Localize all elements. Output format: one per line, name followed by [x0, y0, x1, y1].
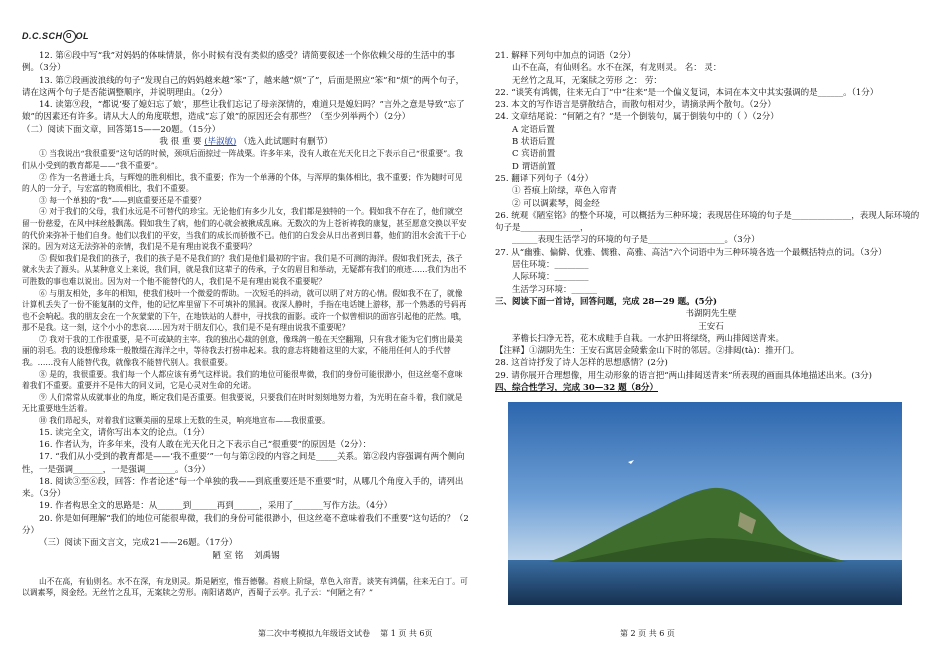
- article-paragraph: ⑨ 人们常常从成就事业的角度，断定我们是否重要。但我要说，只要我们在时时刻刻地努力着，为光明在奋斗着，我们就是无比重要地生活着。: [22, 392, 463, 414]
- question-29: 29. 请你展开合理想像，用生动形象的语言把“两山排闼送青来”所表现的画面具体地描述出来。(3分): [495, 370, 872, 381]
- article-title: 我 很 重 要 (毕淑敏) （选入此试题时有删节）: [159, 137, 333, 148]
- translate-item: ① 苔痕上阶绿，草色入帘青: [512, 186, 617, 197]
- question-19: 19. 作者构思全文的思路是：从______到______再到______，采用了_______写作方法。（4分）: [39, 501, 393, 512]
- poem-note: 【注释】①湖阴先生：王安石寓居金陵紫金山下时的邻居。②排闼(tà)：推开门。: [495, 346, 800, 357]
- question-21-b: 无丝竹之乱耳，无案牍之劳形 之： 劳：: [512, 75, 662, 86]
- question-21: 21. 解释下列句中加点的词语（2分）: [495, 51, 636, 61]
- section-3-heading: （三）阅读下面文言文，完成21——26题。（17分）: [39, 538, 238, 549]
- question-18: 18. 阅读③至⑥段，回答：作者论述“每一个单独的我——到底重要还是不重要”时，从哪几个角度入手的，请列出来。（3分）: [22, 476, 464, 500]
- question-13: 13. 第⑦段画波浪线的句子“发现自己的妈妈越来越“笨”了，越来越“烦”了”，后面是照应“笨”和“烦”的两个句子，请在这两个句子是否能调整顺序，并说明理由。（2分）: [22, 75, 465, 98]
- island-image: [508, 402, 902, 605]
- classical-title: 陋 室 铭 刘禹锡: [212, 550, 280, 561]
- poem-author: 王安石: [698, 321, 724, 332]
- question-26: 26. 统观《陋室铭》的整个环境，可以概括为三种环境；表现居住环境的句子是______________，表现人际环境的句子是______________，: [495, 210, 920, 234]
- env-item: 居住环境：________: [512, 260, 589, 271]
- env-item: 人际环境：________: [512, 272, 589, 283]
- section-2-heading: （二）阅读下面文章，回答第15——20题。（15分）: [22, 124, 221, 135]
- left-column: [22, 50, 470, 599]
- classical-text: 山不在高，有仙则名。水不在深，有龙则灵。斯是陋室，惟吾德馨。苔痕上阶绿，草色入帘青。谈笑有鸿儒，往来无白丁。可以调素琴，阅金经。无丝竹之乱耳，无案牍之劳形。南阳诸葛庐，西蜀子云亭。孔子云：“何陋之有？”: [22, 576, 468, 598]
- question-14: 14. 读第⑨段，“都说‘娶了媳妇忘了娘’，那些让我们忘记了母亲深情的，难道只是媳妇吗？”言外之意是导致“忘了娘”的因素还有许多。请从大人的角度联想，造成“忘了娘”的原因还会有那些？（至少列举两个）（2分）: [22, 100, 465, 123]
- footer-right: 第 2 页 共 6 页: [620, 629, 675, 638]
- article-paragraph: ⑩ 我们昂起头，对着我们这颗美丽的星球上无数的生灵，响亮地宣布——我很重要。: [39, 416, 330, 426]
- question-22: 22. “谈笑有鸿儒，往来无白丁”中“往来”是一个偏义复词，本词在本文中其实强调的是______。（1分）: [495, 87, 879, 98]
- question-16: 16. 作者认为，许多年来，没有人敢在光天化日之下表示自己“很重要”的原因是（2分）：: [39, 439, 372, 450]
- footer-left: 第二次中考模拟九年级语文试卷 第 1 页 共 6页: [258, 629, 433, 638]
- question-20: 20. 你是如何理解“我们的地位可能很卑微，我们的身份可能很渺小，但这丝毫不意味着我们不重要”这句话的？（2分）: [22, 513, 469, 536]
- option: B 状语后置: [512, 137, 555, 148]
- island-photo: [508, 402, 902, 605]
- question-23: 23. 本文的写作语言是骈散结合，而散句相对少，请摘录两个散句。（2分）: [495, 100, 776, 111]
- section-3-heading-right: 三、阅读下面一首诗，回答问题，完成 28—29 题。(5分): [495, 296, 718, 307]
- question-24: 24. 文章结尾说：“何陋之有？”是一个倒装句，属于倒装句中的（ ）（2分）: [495, 112, 779, 123]
- question-27: 27. 从“幽雅、偏僻、优雅、儒雅、高雅、高洁”六个词语中为三种环境各选一个最概括特点的词。（3分）: [495, 247, 887, 258]
- question-26-b: ______表现生活学习的环境的句子是__________________。（3分）: [512, 235, 760, 246]
- logo: D.C.SCH O OL: [22, 30, 89, 43]
- question-17: 17. “我们从小受到的教育都是——‘我不重要’”一句与第②段的内容之间是_____关系。第②段内容强调有两个侧向性，一是强调_______，一是强调_______。（3分）: [22, 452, 465, 475]
- env-item: 生活学习环境：______: [512, 284, 598, 295]
- article-paragraph: ① 当我说出“我很重要”这句话的时候，颈项后面掠过一阵战栗。许多年来，没有人敢在光天化日之下表示自己“很重要”。我们从小受到的教育都是——“我不重要”。: [22, 149, 463, 170]
- article-paragraph: ⑤ 假如我们是我们的孩子，我们的孩子是不是我们的？我们是他们最初的宇宙。我们是不可测的海洋。假如我们死去，孩子就永失去了源头。从某种意义上来说，我们同，就是我们这辈子的传承，子女的眉目和举动，无疑都有我们的痕迹……我们为出不可胜数的事也难以说出。因为对一个他不能替代的人，我们是不是有理由说我不重要呢？: [22, 253, 467, 286]
- question-12: 12. 第⑥段中写“我”对妈妈的体味情景，你小时候有没有类似的感受？请简要叙述一个你依赖父母的生活中的事例。（3分）: [22, 51, 455, 74]
- question-21-a: 山不在高，有仙则名。水不在深，有龙则灵。 名： 灵：: [512, 63, 722, 74]
- question-15: 15. 读完全文，请你写出本文的论点。（1分）: [39, 427, 210, 438]
- translate-item: ② 可以调素琴，阅金经: [512, 198, 600, 209]
- poem-line: 茅檐长扫净无苔，花木成畦手自栽。一水护田将绿绕，两山排闼送青来。: [512, 333, 785, 344]
- article-paragraph: ④ 对于我们的父母，我们永远是不可替代的珍宝。无论他们有多少儿女，我们都是独特的一个。假如我不存在了，他们就空留一份慈爱，在风中抹丝般飘荡。假如我生了病，他们的心就会被揪成乱麻。无数次的为上苍祈祷我的康复，甚至愿意交换以平安的代价来弥补于他们自身。他们以我们的平安，当我们的成长而骄傲不已。他们的白发会从日出者到日暮，他们的泪水会流干于心深的。因为对这无法弥补的亲情，我们是不是有理由说我不重要吗？: [22, 207, 467, 252]
- article-paragraph: ② 作为一名普通士兵，与辉煌的胜利相比，我不重要；作为一个单薄的个体，与浑厚的集体相比，我不重要；作为随时可见的人的一分子，与宏富的物质相比，我们不重要。: [22, 172, 463, 194]
- author-link[interactable]: (毕淑敏): [204, 137, 237, 148]
- option: D 谓语前置: [512, 161, 556, 172]
- article-paragraph: ⑥ 与朋友相处，多年的相知，使我们枝叶一个微爱的帮助。一次短毛的抖动，就可以明了对方的心情。假如我不在了，就像计算机丢失了一份不能复制的文件，他的记忆库里留下不可填补的黑洞。夜深人静时，手指在电话键上游移，那一个熟悉的号码再也不会响起。我的朋友会在一个灰蒙蒙的下午，在地铁站的人群中，寻找我的面影。或许一个似曾相识的面容引起他的茫然。哦，那不是我。这一刻，这个小小的悲哀……因为对于朋友们心，我们是不是有理由说我不重要呢？: [22, 288, 467, 333]
- article-paragraph: ⑦ 我对于我的工作很重要，是不可或缺的主宰。我的独出心裁的创意，像珠鸽一般在天空翻翔，只有我才能为它们剪出最美丽的羽毛。我的设想像珍珠一般散缀在海洋之中，等待我去打捞串起来。我的意志将随着这里的大家，不能用任何人的手代替我。……没有人能替代我，就像我不能替代别人。我很重要。: [22, 334, 463, 368]
- right-column: [495, 50, 927, 394]
- question-28: 28. 这首诗抒发了诗人怎样的思想感情？(2分): [495, 358, 668, 369]
- article-body: [22, 148, 470, 426]
- option: C 宾语前置: [512, 149, 556, 160]
- section-4-heading: 四、综合性学习，完成 30—32 题（8分）: [495, 383, 658, 394]
- article-paragraph: ③ 每一个单独的“我”——到底重要还是不重要？: [39, 195, 206, 205]
- article-paragraph: ⑧ 是的，我很重要。我们每一个人都应该有勇气这样说。我们的地位可能很卑微，我们的身份可能很渺小，但这丝毫不意味着我们不重要。重要并不是伟大的同义词，它是心灵对生命的允诺。: [22, 369, 463, 391]
- question-25: 25. 翻译下列句子（4分）: [495, 173, 594, 184]
- option: A 定语后置: [512, 124, 555, 135]
- poem-title: 书湖阴先生壁: [685, 309, 737, 320]
